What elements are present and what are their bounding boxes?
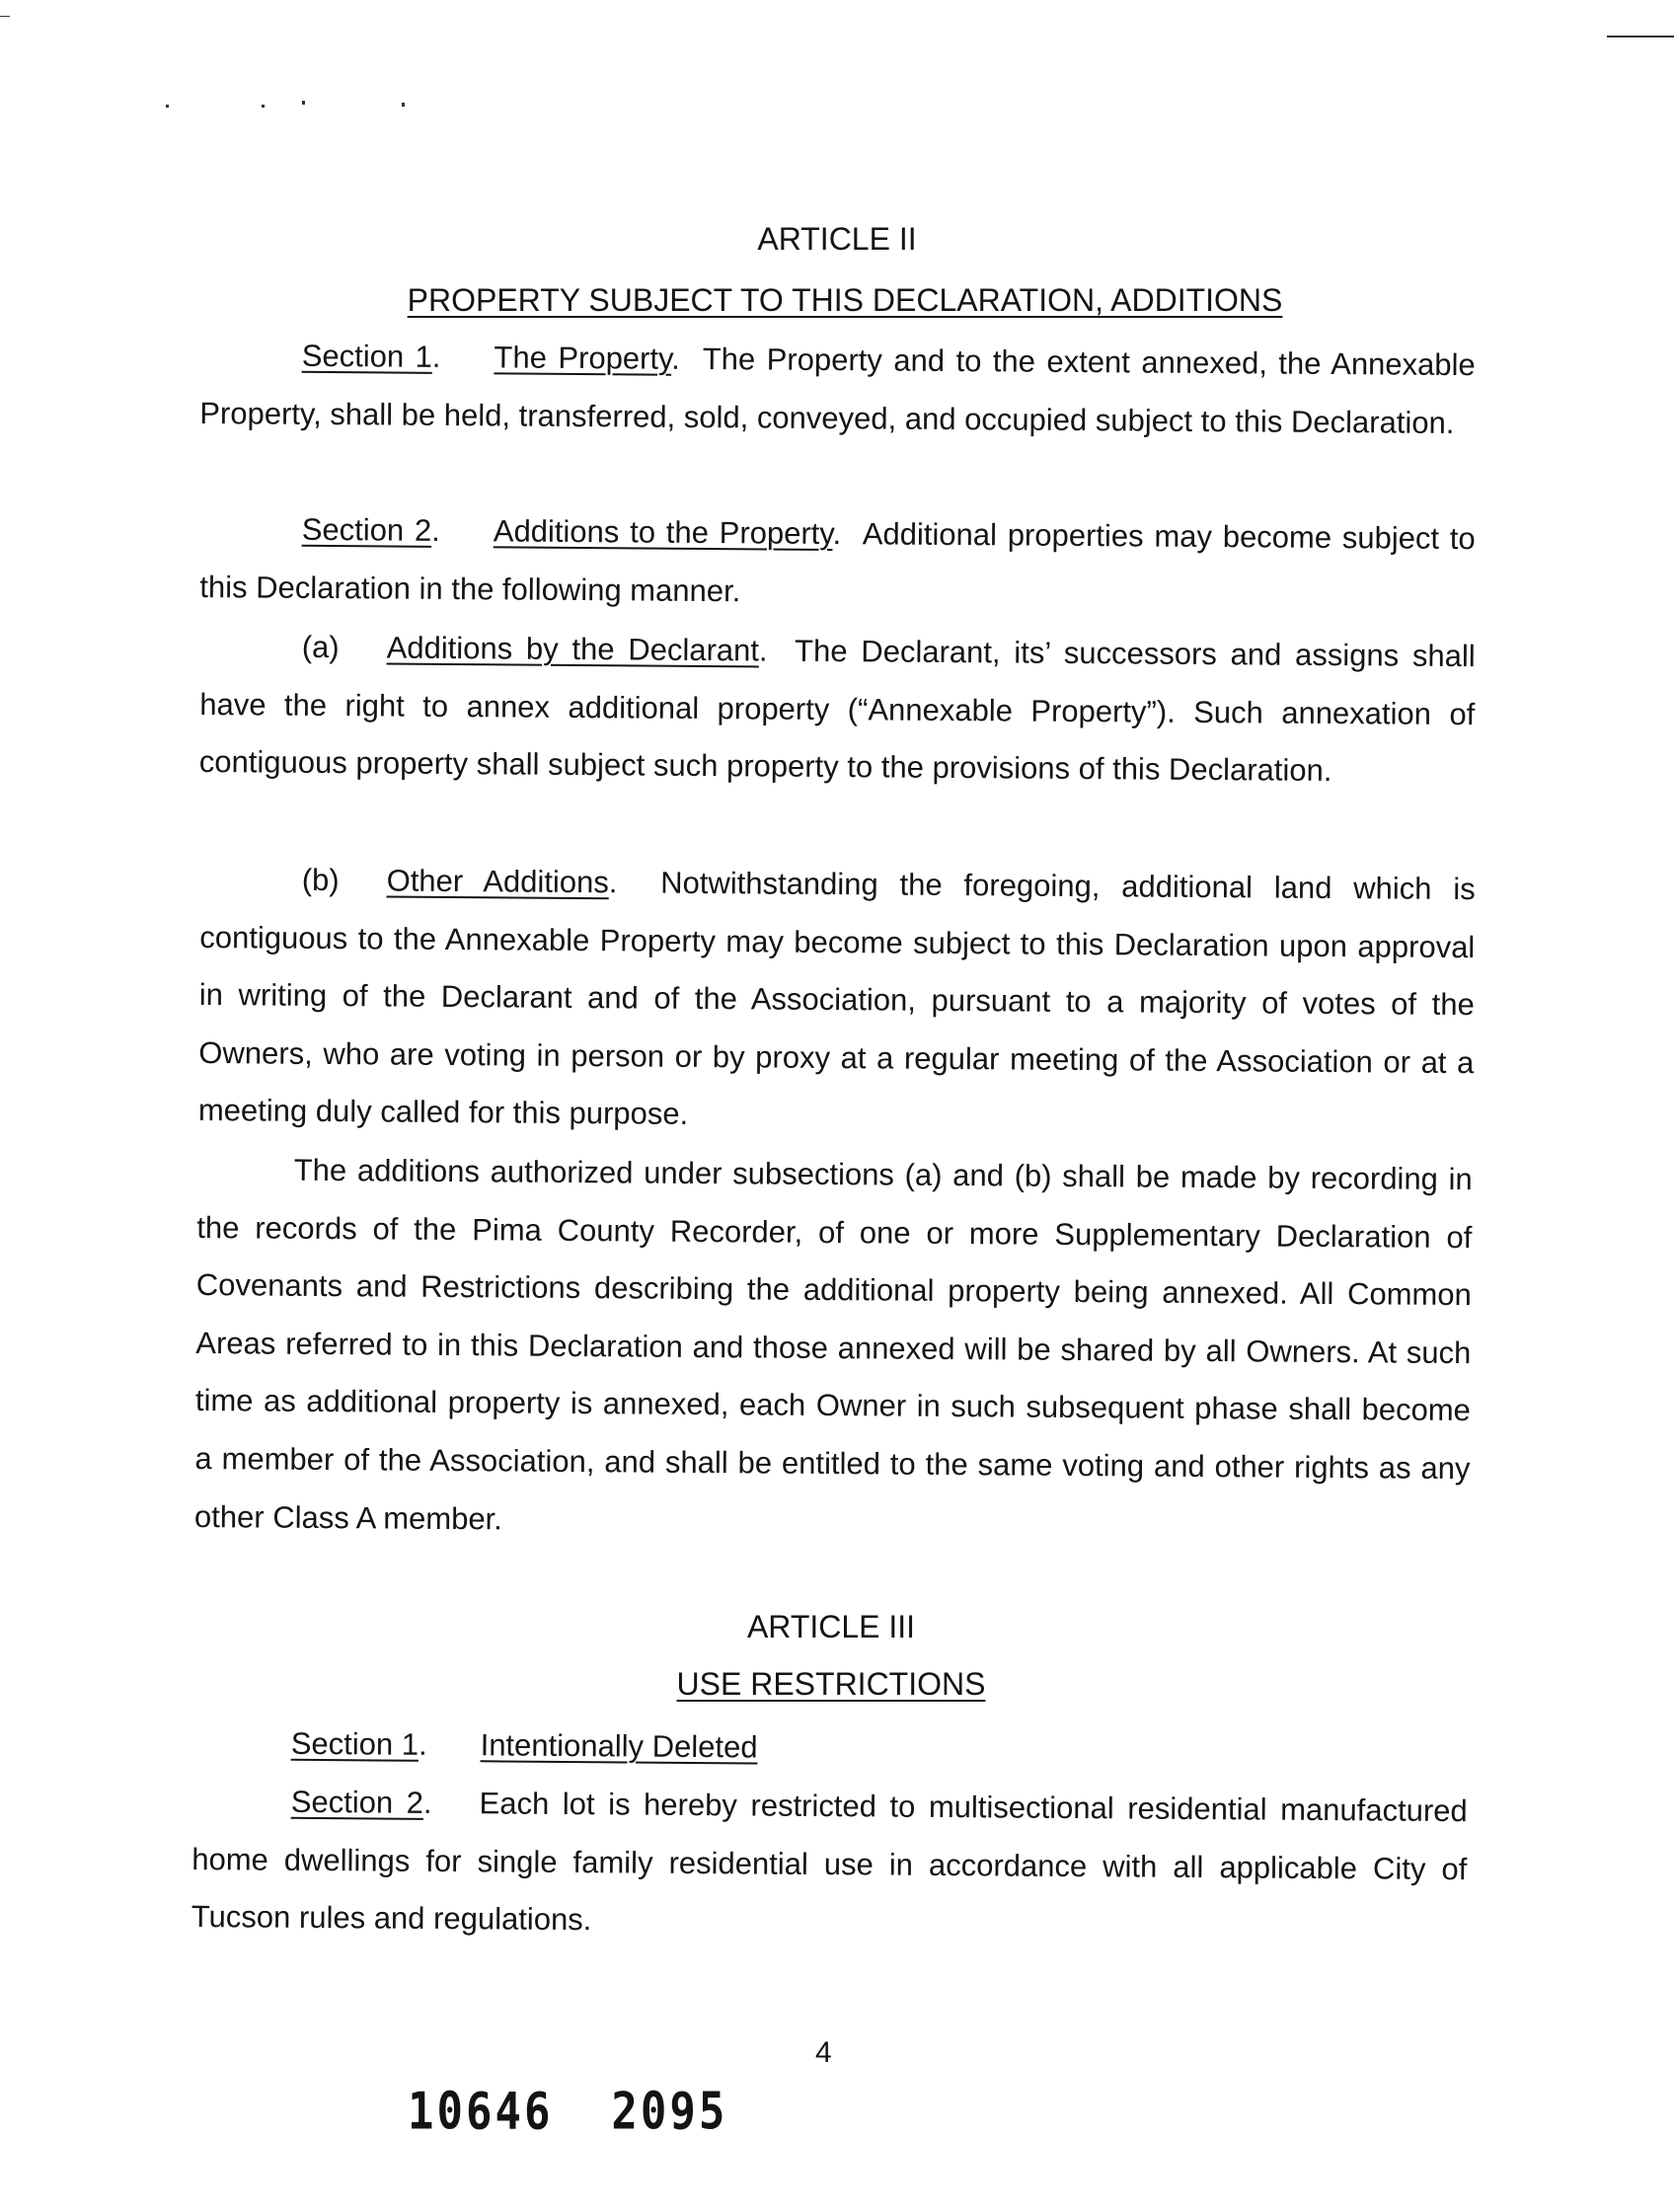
section-heading: The Property xyxy=(494,340,672,376)
recording-stamp: 10646 2095 xyxy=(408,2082,728,2142)
scan-speck xyxy=(302,101,305,105)
section-text: Each lot is hereby restricted to multisectional residential manufactured home dwellings for single family residential use in accordance with all applicable City of Tucson rules and regulations. xyxy=(190,1786,1468,1938)
section-text: Additional properties may become subject to this Declaration in the following manner. xyxy=(199,516,1476,608)
scan-speck xyxy=(262,105,265,108)
article-2-closing-paragraph xyxy=(194,1141,1473,1556)
section-heading: Additions to the Property xyxy=(493,513,833,552)
scan-speck xyxy=(166,105,169,108)
article-3-subtitle: USE RESTRICTIONS xyxy=(676,1666,986,1702)
article-3-section-1: Section 1. Intentionally Deleted xyxy=(290,1725,758,1765)
subsection-heading: Other Additions xyxy=(386,863,609,900)
subsection-label: (b) xyxy=(301,862,340,898)
subsection-heading: Additions by the Declarant xyxy=(386,630,760,668)
article-2-subsection-a: (a) Additions by the Declarant. The Declarant, its’ successors and assigns shall have the right to annex additional property (“Annexable Property”). Such annexation of contiguous property shall subject such property to the provisions of this Declaration. xyxy=(198,629,1476,789)
section-text: The Property and to the extent annexed, the Annexable Property, shall be held, transferred, sold, conveyed, and occupied subject to this Declaration. xyxy=(199,341,1476,440)
scan-speck xyxy=(402,103,405,107)
section-text: Intentionally Deleted xyxy=(480,1727,758,1765)
article-2-title: ARTICLE II xyxy=(757,221,917,257)
section-label: Section 1 xyxy=(290,1725,419,1762)
subsection-text: Notwithstanding the foregoing, additional land which is contiguous to the Annexable Property may become subject to this Declaration upon approval in writing of the Declarant and of the Association, pursuant to a majority of votes of the Owners, who are voting in person or by proxy at a regular meeting of the Association or at a meeting duly called for this purpose. xyxy=(197,865,1476,1132)
article-2-subtitle: PROPERTY SUBJECT TO THIS DECLARATION, ADDITIONS xyxy=(407,282,1283,318)
article-2-subsection-b: (b) Other Additions. Notwithstanding the foregoing, additional land which is contiguous to the Annexable Property may become subject to this Declaration upon approval in writing of the Declarant and of the Association, pursuant to a majority of votes of the Owners, who are voting in person or by proxy at a regular meeting of the Association or at a meeting duly called for this purpose. xyxy=(197,862,1476,1132)
scan-edge-line xyxy=(1607,36,1674,38)
article-3-title: ARTICLE III xyxy=(746,1609,916,1644)
paragraph-text: The additions authorized under subsections (a) and (b) shall be made by recording in the records of the Pima County Recorder, of one or more Supplementary Declaration of Covenants and Restrictions describing the additional property being annexed. All Common Areas referred to in this Declaration and those annexed will be shared by all Owners. At such time as additional property is annexed, each Owner in such subsequent phase shall become a member of the Association, and shall be entitled to the same voting and other rights as any other Class A member. xyxy=(193,1152,1473,1536)
scan-edge-mark xyxy=(0,16,10,17)
subsection-label: (a) xyxy=(301,629,340,665)
article-2-section-2: Section 2. Additions to the Property. Additional properties may become subject to this Declaration in the following manner. xyxy=(199,511,1476,608)
section-label: Section 2 xyxy=(290,1784,424,1820)
page-number: 4 xyxy=(815,2036,832,2069)
subsection-text: The Declarant, its’ successors and assigns shall have the right to annex additional property (“Annexable Property”). Such annexation of contiguous property shall subject such property to the provisions of this Declaration. xyxy=(198,633,1476,789)
section-label: Section 1 xyxy=(301,338,433,374)
article-3-section-2: Section 2. Each lot is hereby restricted to multisectional residential manufactured home dwellings for single family residential use in accordance with all applicable City of Tucson rules and regulations. xyxy=(190,1784,1468,1938)
section-label: Section 2 xyxy=(301,511,432,548)
article-2-section-1: Section 1. The Property. The Property and to the extent annexed, the Annexable Property, shall be held, transferred, sold, conveyed, and occupied subject to this Declaration. xyxy=(199,338,1476,440)
